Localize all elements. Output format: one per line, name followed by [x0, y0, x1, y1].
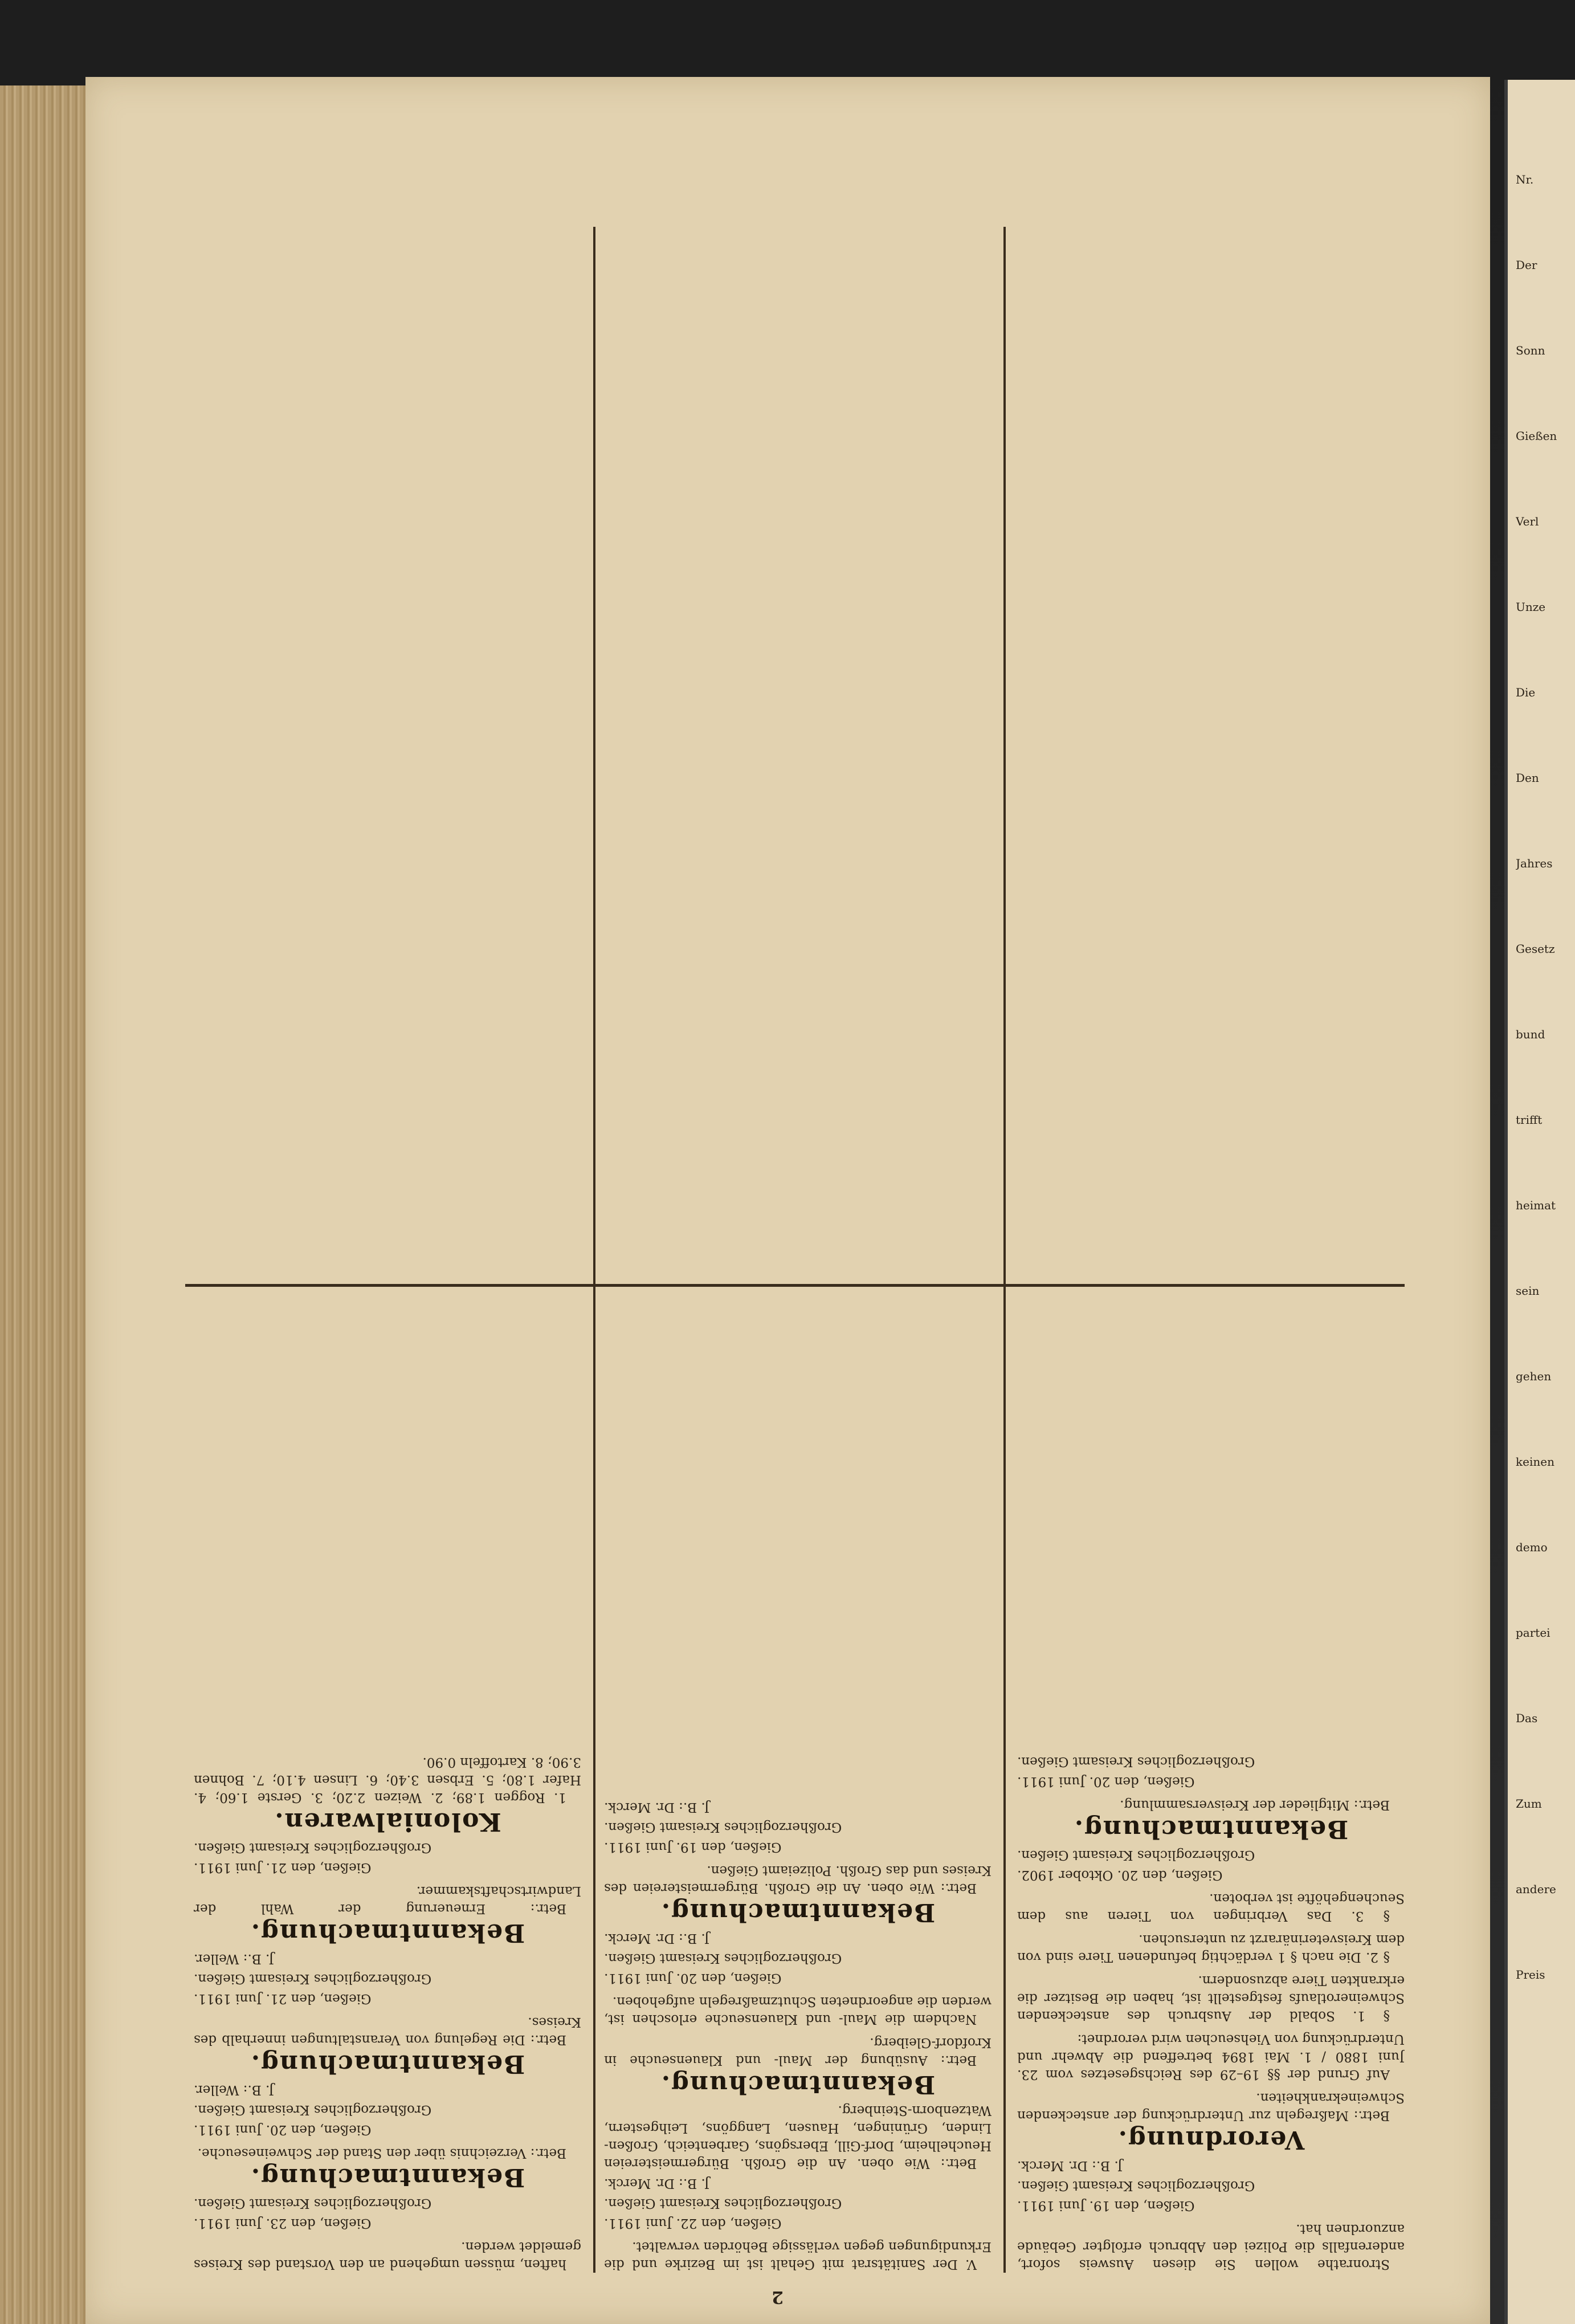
column-divider [593, 227, 595, 2273]
adjacent-page-fragment: trifft [1516, 1113, 1543, 1127]
column-grid [185, 227, 1405, 2273]
notice-paragraph: § 2. Die nach § 1 verdächtig befundenen Tiere sind von dem Kreisveterinärarzt zu untersuchen. [1017, 1932, 1405, 1964]
notice-paragraph: Betr.: Verzeichnis über den Stand der Schweineseuche. [197, 2146, 566, 2160]
adjacent-page-fragment: Den [1516, 771, 1539, 785]
notice-paragraph: Betr.: Mitglieder der Kreisversammlung. [1120, 1797, 1390, 1812]
adjacent-page-fragment: keinen [1516, 1455, 1554, 1469]
notice-signature: J. B.: Dr. Merck. [1017, 2158, 1123, 2173]
notice-heading: Verordnung. [1117, 2125, 1305, 2154]
notice-paragraph: Betr.: Wie oben. An die Großh. Bürgermeistereien Heuchelheim, Dorf-Gill, Ebersgöns, Garbenteich, Großen-Linden, Grüningen, Hausen, Langgöns, Leihgestern, Watzenborn-Steinberg. [604, 2103, 991, 2171]
adjacent-page-fragment: demo [1516, 1540, 1548, 1554]
newspaper-page [85, 77, 1490, 2324]
adjacent-page-fragment: andere [1516, 1882, 1556, 1896]
adjacent-page-fragment: Preis [1516, 1968, 1545, 1981]
adjacent-page-fragment: Der [1516, 258, 1537, 272]
adjacent-page-fragment: Gesetz [1516, 942, 1555, 956]
notice-signature: J. B.: Weller. [194, 2082, 274, 2097]
column-1 [1017, 227, 1405, 2273]
notice-signature: Gießen, den 22. Juni 1911. [604, 2216, 782, 2231]
notice-paragraph: Nachdem die Maul- und Klauenseuche erloschen ist, werden die angeordneten Schutzmaßregeln aufgehoben. [604, 1994, 991, 2027]
adjacent-page-fragment: Zum [1516, 1797, 1542, 1811]
notice-signature: Großherzogliches Kreisamt Gießen. [194, 2102, 432, 2117]
notice-paragraph: § 1. Sobald der Ausbruch des ansteckenden Schweinerotlaufs festgestellt ist, haben die Besitzer die erkrankten Tiere abzusondern. [1017, 1973, 1405, 2023]
notice-signature: Großherzogliches Kreisamt Gießen. [604, 2196, 842, 2211]
notice-signature: Großherzogliches Kreisamt Gießen. [604, 1820, 842, 1834]
adjacent-page-fragment: sein [1516, 1284, 1540, 1298]
column-2 [604, 227, 991, 2273]
adjacent-page-fragment: Unze [1516, 600, 1546, 614]
column-divider [1003, 227, 1006, 2273]
notice-paragraph: Auf Grund der §§ 19–29 des Reichsgesetzes vom 23. Juni 1880 / 1. Mai 1894 betreffend die Abwehr und Unterdrückung von Viehseuchen wird verordnet: [1017, 2032, 1405, 2082]
adjacent-page-fragment: Jahres [1516, 857, 1553, 870]
adjacent-page-fragment: partei [1516, 1626, 1550, 1640]
notice-paragraph: V. Der Sanitätsrat mit Gehalt ist im Bezirke und die Erkundigungen gegen verlässige Behörden verwaltet. [604, 2239, 991, 2272]
notice-signature: Großherzogliches Kreisamt Gießen. [1017, 2178, 1255, 2193]
notice-heading: Bekanntmachung. [250, 1918, 525, 1947]
adjacent-page-fragment: Das [1516, 1711, 1538, 1725]
notice-heading: Bekanntmachung. [660, 1898, 936, 1927]
adjacent-page-fragment: Gießen [1516, 429, 1557, 443]
column-3 [194, 227, 581, 2273]
notice-signature: Gießen, den 19. Juni 1911. [1017, 2198, 1195, 2213]
notice-heading: Kolonialwaren. [274, 1807, 501, 1836]
notice-heading: Bekanntmachung. [250, 2163, 525, 2192]
notice-signature: J. B.: Weller. [194, 1951, 274, 1966]
notice-signature: J. B.: Dr. Merck. [604, 1931, 710, 1946]
adjacent-page-fragment: heimat [1516, 1198, 1556, 1212]
notice-signature: Gießen, den 23. Juni 1911. [194, 2216, 372, 2231]
notice-signature: Gießen, den 21. Juni 1911. [194, 1991, 372, 2006]
notice-signature: Großherzogliches Kreisamt Gießen. [1017, 1848, 1255, 1862]
notice-paragraph: Betr.: Ausübung der Maul- und Klauenseuche in Krofdorf-Gleiberg. [604, 2035, 991, 2068]
adjacent-page-fragment: Verl [1516, 515, 1539, 528]
notice-paragraph: 1. Roggen 1.89; 2. Weizen 2.20; 3. Gerste 1.60; 4. Hafer 1.80; 5. Erbsen 3.40; 6. Linsen 4.10; 7. Bohnen 3.90; 8. Kartoffeln 0.90. [194, 1755, 581, 1805]
notice-signature: Gießen, den 21. Juni 1911. [194, 1860, 372, 1875]
notice-signature: J. B.: Dr. Merck. [604, 1800, 710, 1815]
adjacent-page-fragment: gehen [1516, 1369, 1552, 1383]
adjacent-page-fragment: bund [1516, 1028, 1545, 1041]
notice-signature: Gießen, den 20. Juni 1911. [1017, 1774, 1195, 1789]
notice-heading: Bekanntmachung. [660, 2070, 936, 2099]
notice-signature: Gießen, den 20. Juni 1911. [604, 1971, 782, 1985]
rotated-content [85, 77, 1490, 2324]
notice-signature: Großherzogliches Kreisamt Gießen. [194, 1971, 432, 1986]
notice-signature: Großherzogliches Kreisamt Gießen. [194, 1840, 432, 1855]
notice-paragraph: Betr.: Erneuerung der Wahl der Landwirtschaftskammer. [194, 1883, 581, 1916]
notice-paragraph: haften, müssen umgehend an den Vorstand des Kreises gemeldet werden. [194, 2239, 581, 2272]
notice-heading: Bekanntmachung. [250, 2049, 525, 2078]
adjacent-page-fragment: Sonn [1516, 344, 1545, 357]
book-spine-edge [0, 85, 85, 2324]
notice-paragraph: Stronrathe wollen Sie diesen Ausweis sofort, anderenfalls die Polizei den Abbruch erfolgter Gebäude anzuordnen hat. [1017, 2221, 1405, 2272]
notice-heading: Bekanntmachung. [1073, 1815, 1349, 1844]
notice-signature: J. B.: Dr. Merck. [604, 2176, 710, 2191]
notice-signature: Gießen, den 20. Oktober 1902. [1017, 1868, 1223, 1882]
notice-signature: Großherzogliches Kreisamt Gießen. [604, 1951, 842, 1966]
notice-signature: Gießen, den 20. Juni 1911. [194, 2122, 372, 2137]
adjacent-page-fragment: Die [1516, 686, 1536, 699]
notice-paragraph: Betr.: Die Regelung von Veranstaltungen innerhalb des Kreises. [194, 2015, 581, 2047]
notice-paragraph: Betr.: Wie oben. An die Großh. Bürgermeistereien des Kreises und das Großh. Polizeiamt Gießen. [604, 1863, 991, 1895]
notice-paragraph: Betr.: Maßregeln zur Unterdrückung der ansteckenden Schweinekrankheiten. [1017, 2090, 1405, 2123]
notice-signature: Gießen, den 19. Juni 1911. [604, 1840, 782, 1854]
notice-paragraph: § 3. Das Verbringen von Tieren aus dem Seuchengehöfte ist verboten. [1017, 1891, 1405, 1923]
notice-signature: Großherzogliches Kreisamt Gießen. [194, 2196, 432, 2211]
page-number: 2 [772, 2287, 784, 2307]
notice-signature: Großherzogliches Kreisamt Gießen. [1017, 1754, 1255, 1769]
adjacent-page-fragment: Nr. [1516, 173, 1534, 186]
